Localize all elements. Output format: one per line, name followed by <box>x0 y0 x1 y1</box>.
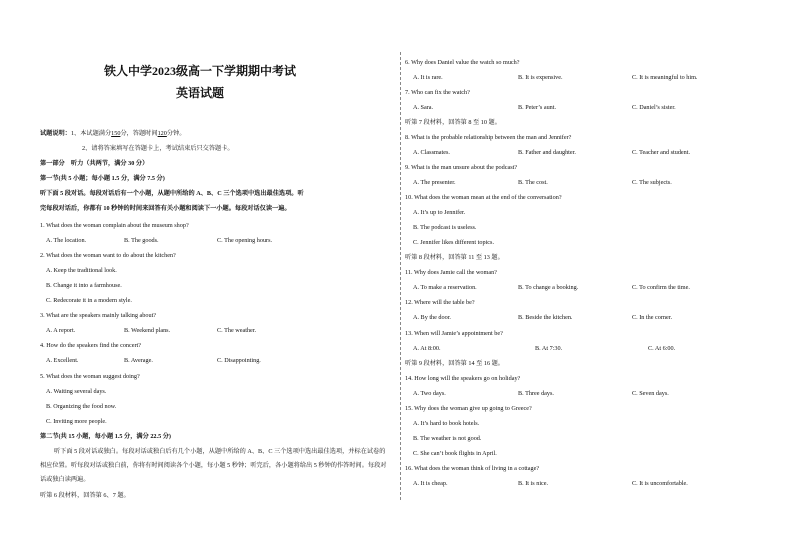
section1-heading: 第一节(共 5 小题；每小题 1.5 分，满分 7.5 分) <box>40 175 165 182</box>
option-3c[interactable]: C. The weather. <box>217 327 257 334</box>
option-2b[interactable]: B. Change it into a farmhouse. <box>46 282 122 289</box>
question-6: 6. Why does Daniel value the watch so much? <box>405 59 520 66</box>
option-4a[interactable]: A. Excellent. <box>46 357 79 364</box>
option-5a[interactable]: A. Waiting several days. <box>46 388 107 395</box>
question-14: 14. How long will the speakers go on holiday? <box>405 375 521 382</box>
option-3b[interactable]: B. Weekend plans. <box>124 327 171 334</box>
question-12: 12. Where will the table be? <box>405 299 475 306</box>
option-12b[interactable]: B. Beside the kitchen. <box>518 314 573 321</box>
material-7: 听第 7 段材料，回答第 8 至 10 题。 <box>405 119 501 126</box>
option-10c[interactable]: C. Jennifer likes different topics. <box>413 239 494 246</box>
material-9: 听第 9 段材料，回答第 14 至 16 题。 <box>405 360 504 367</box>
option-9a[interactable]: A. The presenter. <box>413 179 456 186</box>
option-6b[interactable]: B. It is expensive. <box>518 74 563 81</box>
option-14b[interactable]: B. Three days. <box>518 390 554 397</box>
option-14c[interactable]: C. Seven days. <box>632 390 669 397</box>
exam-title: 铁人中学2023级高一下学期期中考试 <box>103 64 296 78</box>
option-12a[interactable]: A. By the door. <box>413 314 451 321</box>
question-9: 9. What is the man unsure about the podcast? <box>405 164 518 171</box>
option-2a[interactable]: A. Keep the traditional look. <box>46 267 117 274</box>
instructions-line-2: 2、请将答案填写在答题卡上，考试结束后只交答题卡。 <box>82 145 234 152</box>
option-15b[interactable]: B. The weather is not good. <box>413 435 482 442</box>
option-7a[interactable]: A. Sara. <box>413 104 434 111</box>
option-10a[interactable]: A. It’s up to Jennifer. <box>413 209 466 216</box>
question-7: 7. Who can fix the watch? <box>405 89 470 96</box>
instructions-label: 试题说明： <box>40 130 71 137</box>
option-15a[interactable]: A. It’s hard to book hotels. <box>413 420 480 427</box>
option-8b[interactable]: B. Father and daughter. <box>518 149 576 156</box>
material-6: 听第 6 段材料，回答第 6、7 题。 <box>40 492 130 499</box>
option-13a[interactable]: A. At 8:00. <box>413 345 441 352</box>
instructions-text: 分，答题时间 <box>120 130 158 137</box>
option-6c[interactable]: C. It is meaningful to him. <box>632 74 698 81</box>
option-3a[interactable]: A. A report. <box>46 327 76 334</box>
option-4c[interactable]: C. Disappointing. <box>217 357 261 364</box>
option-7b[interactable]: B. Peter’s aunt. <box>518 104 557 111</box>
option-14a[interactable]: A. Two days. <box>413 390 446 397</box>
option-11c[interactable]: C. To confirm the time. <box>632 284 690 291</box>
option-2c[interactable]: C. Redecorate it in a modern style. <box>46 297 132 304</box>
option-8c[interactable]: C. Teacher and student. <box>632 149 691 156</box>
time-value: 120 <box>157 130 167 137</box>
section2-heading: 第二节(共 15 小题，每小题 1.5 分，满分 22.5 分) <box>40 433 171 440</box>
instructions-text: 分钟。 <box>166 130 186 137</box>
question-3: 3. What are the speakers mainly talking about? <box>40 312 157 319</box>
score-value: 150 <box>111 130 121 137</box>
question-11: 11. Why does Jamie call the woman? <box>405 269 497 276</box>
option-11b[interactable]: B. To change a booking. <box>518 284 579 291</box>
option-16b[interactable]: B. It is nice. <box>518 480 549 487</box>
option-9c[interactable]: C. The subjects. <box>632 179 672 186</box>
option-15c[interactable]: C. She can’t book flights in April. <box>413 450 497 457</box>
option-1a[interactable]: A. The location. <box>46 237 87 244</box>
section2-directions: 听下面 5 段对话或独白。每段对话或独白后有几个小题，从题中所给的 A、B、C 三个选项中选出最佳选项，并标在试卷的相应位置。听每段对话或独白前，你将有时间阅读各个小题，每小题 5 秒钟；听完后，各小题将给出 5 秒钟的作答时间。每段对话或独白读两遍。 <box>40 448 387 483</box>
question-2: 2. What does the woman want to do about the kitchen? <box>40 252 176 259</box>
option-11a[interactable]: A. To make a reservation. <box>413 284 477 291</box>
exam-subtitle: 英语试题 <box>175 86 224 100</box>
question-10: 10. What does the woman mean at the end of the conversation? <box>405 194 562 201</box>
question-8: 8. What is the probable relationship between the man and Jennifer? <box>405 134 572 141</box>
question-1: 1. What does the woman complain about the museum shop? <box>40 222 189 229</box>
option-8a[interactable]: A. Classmates. <box>413 149 450 156</box>
option-10b[interactable]: B. The podcast is useless. <box>413 224 477 231</box>
option-13c[interactable]: C. At 6:00. <box>648 345 676 352</box>
column-divider <box>400 52 401 500</box>
option-5c[interactable]: C. Inviting more people. <box>46 418 107 425</box>
option-9b[interactable]: B. The cost. <box>518 179 548 186</box>
option-1b[interactable]: B. The goods. <box>124 237 159 244</box>
material-8: 听第 8 段材料，回答第 11 至 13 题。 <box>405 254 504 261</box>
option-16a[interactable]: A. It is cheap. <box>413 480 448 487</box>
option-5b[interactable]: B. Organizing the food now. <box>46 403 117 410</box>
instructions-text: 1、本试题满分 <box>70 130 112 137</box>
question-13: 13. When will Jamie’s appointment be? <box>405 330 503 337</box>
section1-directions: 听下面 5 段对话。每段对话后有一个小题，从题中所给的 A、B、C 三个选项中选出最佳选项。听 <box>40 190 304 197</box>
option-1c[interactable]: C. The opening hours. <box>217 237 273 244</box>
instructions-line-1 <box>40 130 185 138</box>
question-5: 5. What does the woman suggest doing? <box>40 373 140 380</box>
question-4: 4. How do the speakers find the concert? <box>40 342 142 349</box>
option-7c[interactable]: C. Daniel’s sister. <box>632 104 676 111</box>
option-6a[interactable]: A. It is rare. <box>413 74 443 81</box>
option-4b[interactable]: B. Average. <box>124 357 153 364</box>
question-16: 16. What does the woman think of living in a cottage? <box>405 465 540 472</box>
section1-directions: 完每段对话后，你都有 10 秒钟的时间来回答有关小题和阅读下一小题。每段对话仅读一遍。 <box>40 205 291 212</box>
option-12c[interactable]: C. In the corner. <box>632 314 673 321</box>
option-13b[interactable]: B. At 7:30. <box>535 345 563 352</box>
question-15: 15. Why does the woman give up going to Greece? <box>405 405 532 412</box>
part1-heading: 第一部分 听力（共两节，满分 30 分） <box>40 160 149 167</box>
option-16c[interactable]: C. It is uncomfortable. <box>632 480 688 487</box>
